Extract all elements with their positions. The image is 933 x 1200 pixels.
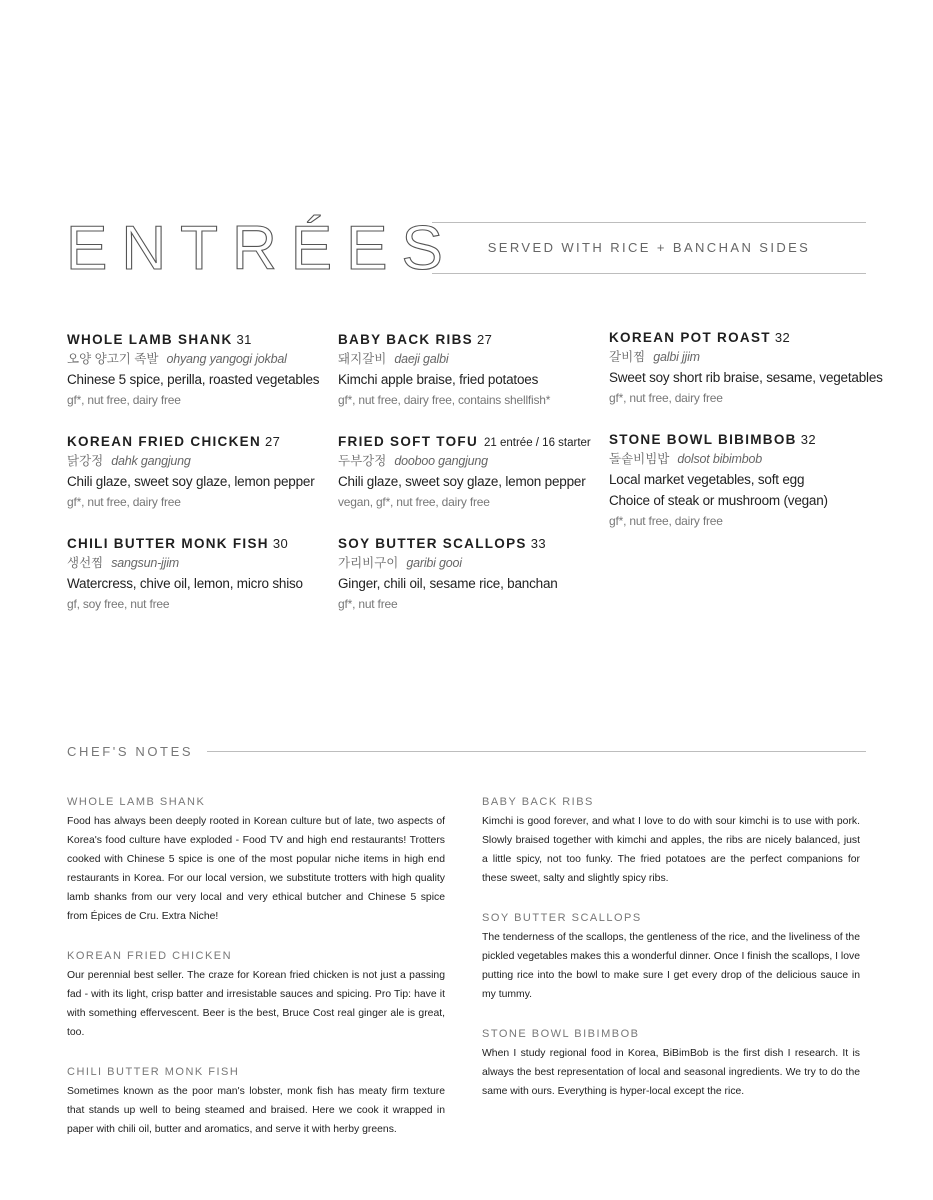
item-description: Local market vegetables, soft egg (609, 472, 805, 487)
menu-item (338, 535, 600, 615)
item-hangul: 가리비구이 (338, 556, 399, 570)
note-heading: SOY BUTTER SCALLOPS (482, 912, 642, 924)
item-hangul: 생선찜 (67, 556, 104, 570)
item-hangul: 오양 양고기 족발 (67, 352, 159, 366)
item-dietary-info: gf, soy free, nut free (67, 597, 170, 611)
item-name-text: WHOLE LAMB SHANK (67, 332, 233, 347)
note-heading: KOREAN FRIED CHICKEN (67, 950, 233, 962)
item-hangul: 두부강정 (338, 454, 387, 468)
item-price: 30 (272, 536, 289, 551)
entrees-column-1 (67, 331, 329, 615)
item-korean-name (338, 349, 600, 369)
item-name-text: BABY BACK RIBS (338, 332, 473, 347)
menu-item (338, 433, 600, 513)
entrees-column-3 (609, 329, 883, 532)
chefs-notes-title: CHEF'S NOTES (67, 744, 194, 759)
item-name-text: KOREAN FRIED CHICKEN (67, 434, 262, 449)
item-dietary-info: vegan, gf*, nut free, dairy free (338, 495, 490, 509)
item-dietary-info: gf*, nut free, dairy free, contains shellfish* (338, 393, 551, 407)
item-description: Watercress, chive oil, lemon, micro shiso (67, 576, 303, 591)
item-description: Sweet soy short rib braise, sesame, vegetables (609, 370, 883, 385)
item-romanization: daeji galbi (394, 352, 449, 366)
item-name (67, 535, 329, 553)
item-dietary-info: gf*, nut free (338, 597, 398, 611)
note-block (67, 794, 445, 926)
item-romanization: dooboo gangjung (394, 454, 488, 468)
menu-item (67, 433, 329, 513)
item-name-text: KOREAN POT ROAST (609, 330, 771, 345)
item-price: 27 (476, 332, 493, 347)
note-block (482, 794, 860, 888)
chefs-notes-rule (207, 751, 866, 752)
item-price: 32 (800, 432, 816, 447)
item-price: 33 (530, 536, 546, 551)
note-body: Our perennial best seller. The craze for Korean fried chicken is not just a passing fad - with its light, crisp batter and irresistable sauces and spicing. Pro Tip: have it with something effervescent. Beer is the best, Bruce Cost real ginger ale is great, too. (67, 970, 445, 1038)
item-korean-name (609, 449, 871, 469)
note-heading: CHILI BUTTER MONK FISH (67, 1066, 240, 1078)
menu-item (609, 431, 871, 532)
item-korean-name (338, 553, 600, 573)
item-description: Chinese 5 spice, perilla, roasted vegetables (67, 372, 320, 387)
item-korean-name (67, 451, 329, 471)
menu-item (67, 535, 329, 615)
item-name (67, 331, 329, 349)
note-block (67, 1064, 445, 1139)
header-rule-bottom (432, 273, 866, 274)
item-dietary-info: gf*, nut free, dairy free (67, 495, 181, 509)
item-price: 32 (774, 330, 791, 345)
item-korean-name (338, 451, 600, 471)
item-name (609, 329, 871, 347)
item-name (338, 535, 600, 553)
item-name-text: SOY BUTTER SCALLOPS (338, 536, 527, 551)
note-body: The tenderness of the scallops, the gentleness of the rice, and the liveliness of the pickled vegetables makes this a wonderful dinner. Once I finish the scallops, I love putting rice into the bowl to make sure I get every drop of the delicious sauce in my tummy. (482, 932, 860, 1000)
item-korean-name (67, 349, 329, 369)
item-name-text: STONE BOWL BIBIMBOB (609, 432, 797, 447)
page-title: ENTRÉES (66, 214, 457, 283)
item-dietary-info: gf*, nut free, dairy free (609, 514, 723, 528)
item-hangul: 닭강정 (67, 454, 104, 468)
item-name (609, 431, 871, 449)
header-rule-top (432, 222, 866, 223)
note-heading: WHOLE LAMB SHANK (67, 796, 206, 808)
item-hangul: 돼지갈비 (338, 352, 387, 366)
item-romanization: dolsot bibimbob (677, 452, 762, 466)
note-heading: STONE BOWL BIBIMBOB (482, 1028, 640, 1040)
item-description: Chili glaze, sweet soy glaze, lemon pepper (67, 474, 315, 489)
item-korean-name (609, 347, 871, 367)
note-block (67, 948, 445, 1042)
item-romanization: garibi gooi (406, 556, 462, 570)
item-romanization: ohyang yangogi jokbal (166, 352, 287, 366)
item-description: Chili glaze, sweet soy glaze, lemon pepper (338, 474, 586, 489)
item-name (338, 331, 600, 349)
item-dietary-info: gf*, nut free, dairy free (609, 391, 723, 405)
item-price: 21 entrée / 16 starter (484, 437, 591, 449)
entrees-column-2 (338, 331, 600, 615)
item-hangul: 갈비찜 (609, 350, 646, 364)
note-block (482, 1026, 860, 1101)
item-price: 27 (265, 434, 281, 449)
item-name (67, 433, 329, 451)
item-romanization: dahk gangjung (111, 454, 191, 468)
item-hangul: 돌솥비빔밥 (609, 452, 670, 466)
note-body: When I study regional food in Korea, BiBimBob is the first dish I research. It is always the best representation of local and seasonal ingredients. We try to do the same with ours. Everything is hyper-local except the rice. (482, 1048, 860, 1097)
item-description: Choice of steak or mushroom (vegan) (609, 493, 828, 508)
menu-item (67, 331, 329, 411)
note-heading: BABY BACK RIBS (482, 796, 594, 808)
item-description: Ginger, chili oil, sesame rice, banchan (338, 576, 558, 591)
item-price: 31 (236, 332, 252, 347)
item-description: Kimchi apple braise, fried potatoes (338, 372, 539, 387)
note-body: Kimchi is good forever, and what I love to do with sour kimchi is to use with pork. Slowly braised together with kimchi and apples, the ribs are nicely balanced, just a little spicy, not too funky. The fried potatoes are the perfect companions for these sweet, salty and slightly spicy ribs. (482, 816, 860, 884)
item-name-text: CHILI BUTTER MONK FISH (67, 536, 269, 551)
chefs-notes-right (482, 794, 860, 1101)
served-with-note: SERVED WITH RICE + BANCHAN SIDES (487, 240, 811, 255)
item-dietary-info: gf*, nut free, dairy free (67, 393, 181, 407)
menu-item (609, 329, 883, 409)
menu-item (338, 331, 600, 411)
item-name-text: FRIED SOFT TOFU (338, 434, 478, 449)
item-korean-name (67, 553, 329, 573)
note-body: Food has always been deeply rooted in Korean culture but of late, two aspects of Korea's food culture have exploded - Food TV and high end restaurants! Trotters cooked with Chinese 5 spice is one of the most popular niche items in high end restaurants in Korea. For our local version, we substitute trotters with high quality lamb shanks from our very local and very ethical butcher and Chinese 5 spice from Épices de Cru. Extra Niche! (67, 816, 445, 922)
item-name (338, 433, 600, 451)
item-romanization: sangsun-jjim (111, 556, 180, 570)
note-body: Sometimes known as the poor man's lobster, monk fish has meaty firm texture that stands up well to being steamed and braised. Here we cook it wrapped in paper with chili oil, butter and aromatics, and serve it with herby greens. (67, 1086, 445, 1135)
item-romanization: galbi jjim (653, 350, 700, 364)
note-block (482, 910, 860, 1004)
chefs-notes-left (67, 794, 445, 1139)
